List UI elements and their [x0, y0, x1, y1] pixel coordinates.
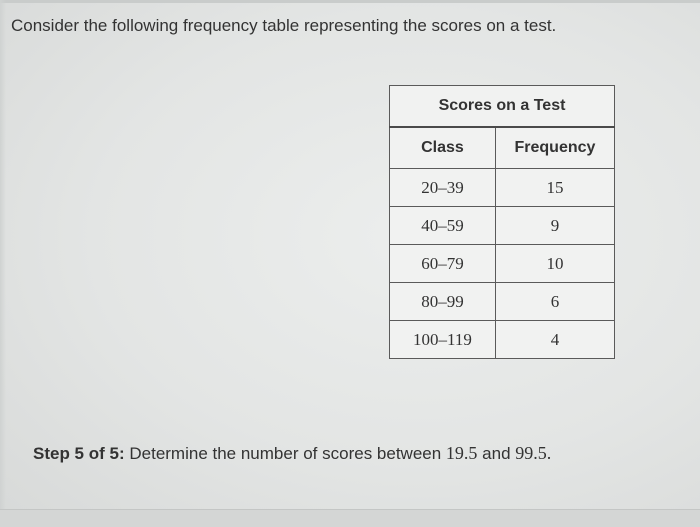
class-cell: 100–119 — [390, 321, 496, 359]
step-value-high: 99.5 — [515, 443, 547, 463]
step-value-low: 19.5 — [445, 443, 478, 463]
step-label: Step 5 of 5: — [33, 444, 125, 463]
step-text: Determine the number of scores between — [129, 444, 442, 463]
frequency-cell: 9 — [495, 207, 614, 245]
frequency-table — [389, 85, 615, 359]
step-conjunction: and — [482, 444, 511, 463]
frequency-cell: 6 — [495, 283, 614, 321]
table-row — [390, 207, 615, 245]
left-edge — [0, 0, 6, 526]
table-row — [390, 321, 615, 359]
class-cell: 80–99 — [390, 283, 496, 321]
table-header-row — [390, 127, 615, 169]
table-caption-row — [390, 86, 615, 128]
table-caption: Scores on a Test — [390, 86, 615, 128]
question-prompt: Consider the following frequency table representing the scores on a test. — [11, 16, 557, 35]
frequency-cell: 10 — [495, 245, 614, 283]
table-row — [390, 169, 615, 207]
frequency-cell: 4 — [495, 321, 614, 359]
class-cell: 40–59 — [390, 207, 496, 245]
table-row — [390, 245, 615, 283]
header-class: Class — [390, 127, 496, 169]
class-cell: 60–79 — [390, 245, 496, 283]
step-period: . — [546, 443, 552, 463]
top-edge — [0, 0, 700, 3]
table-row — [390, 283, 615, 321]
bottom-bar — [0, 509, 700, 527]
frequency-cell: 15 — [495, 169, 614, 207]
header-frequency: Frequency — [495, 127, 614, 169]
step-instruction — [33, 443, 551, 464]
class-cell: 20–39 — [390, 169, 496, 207]
